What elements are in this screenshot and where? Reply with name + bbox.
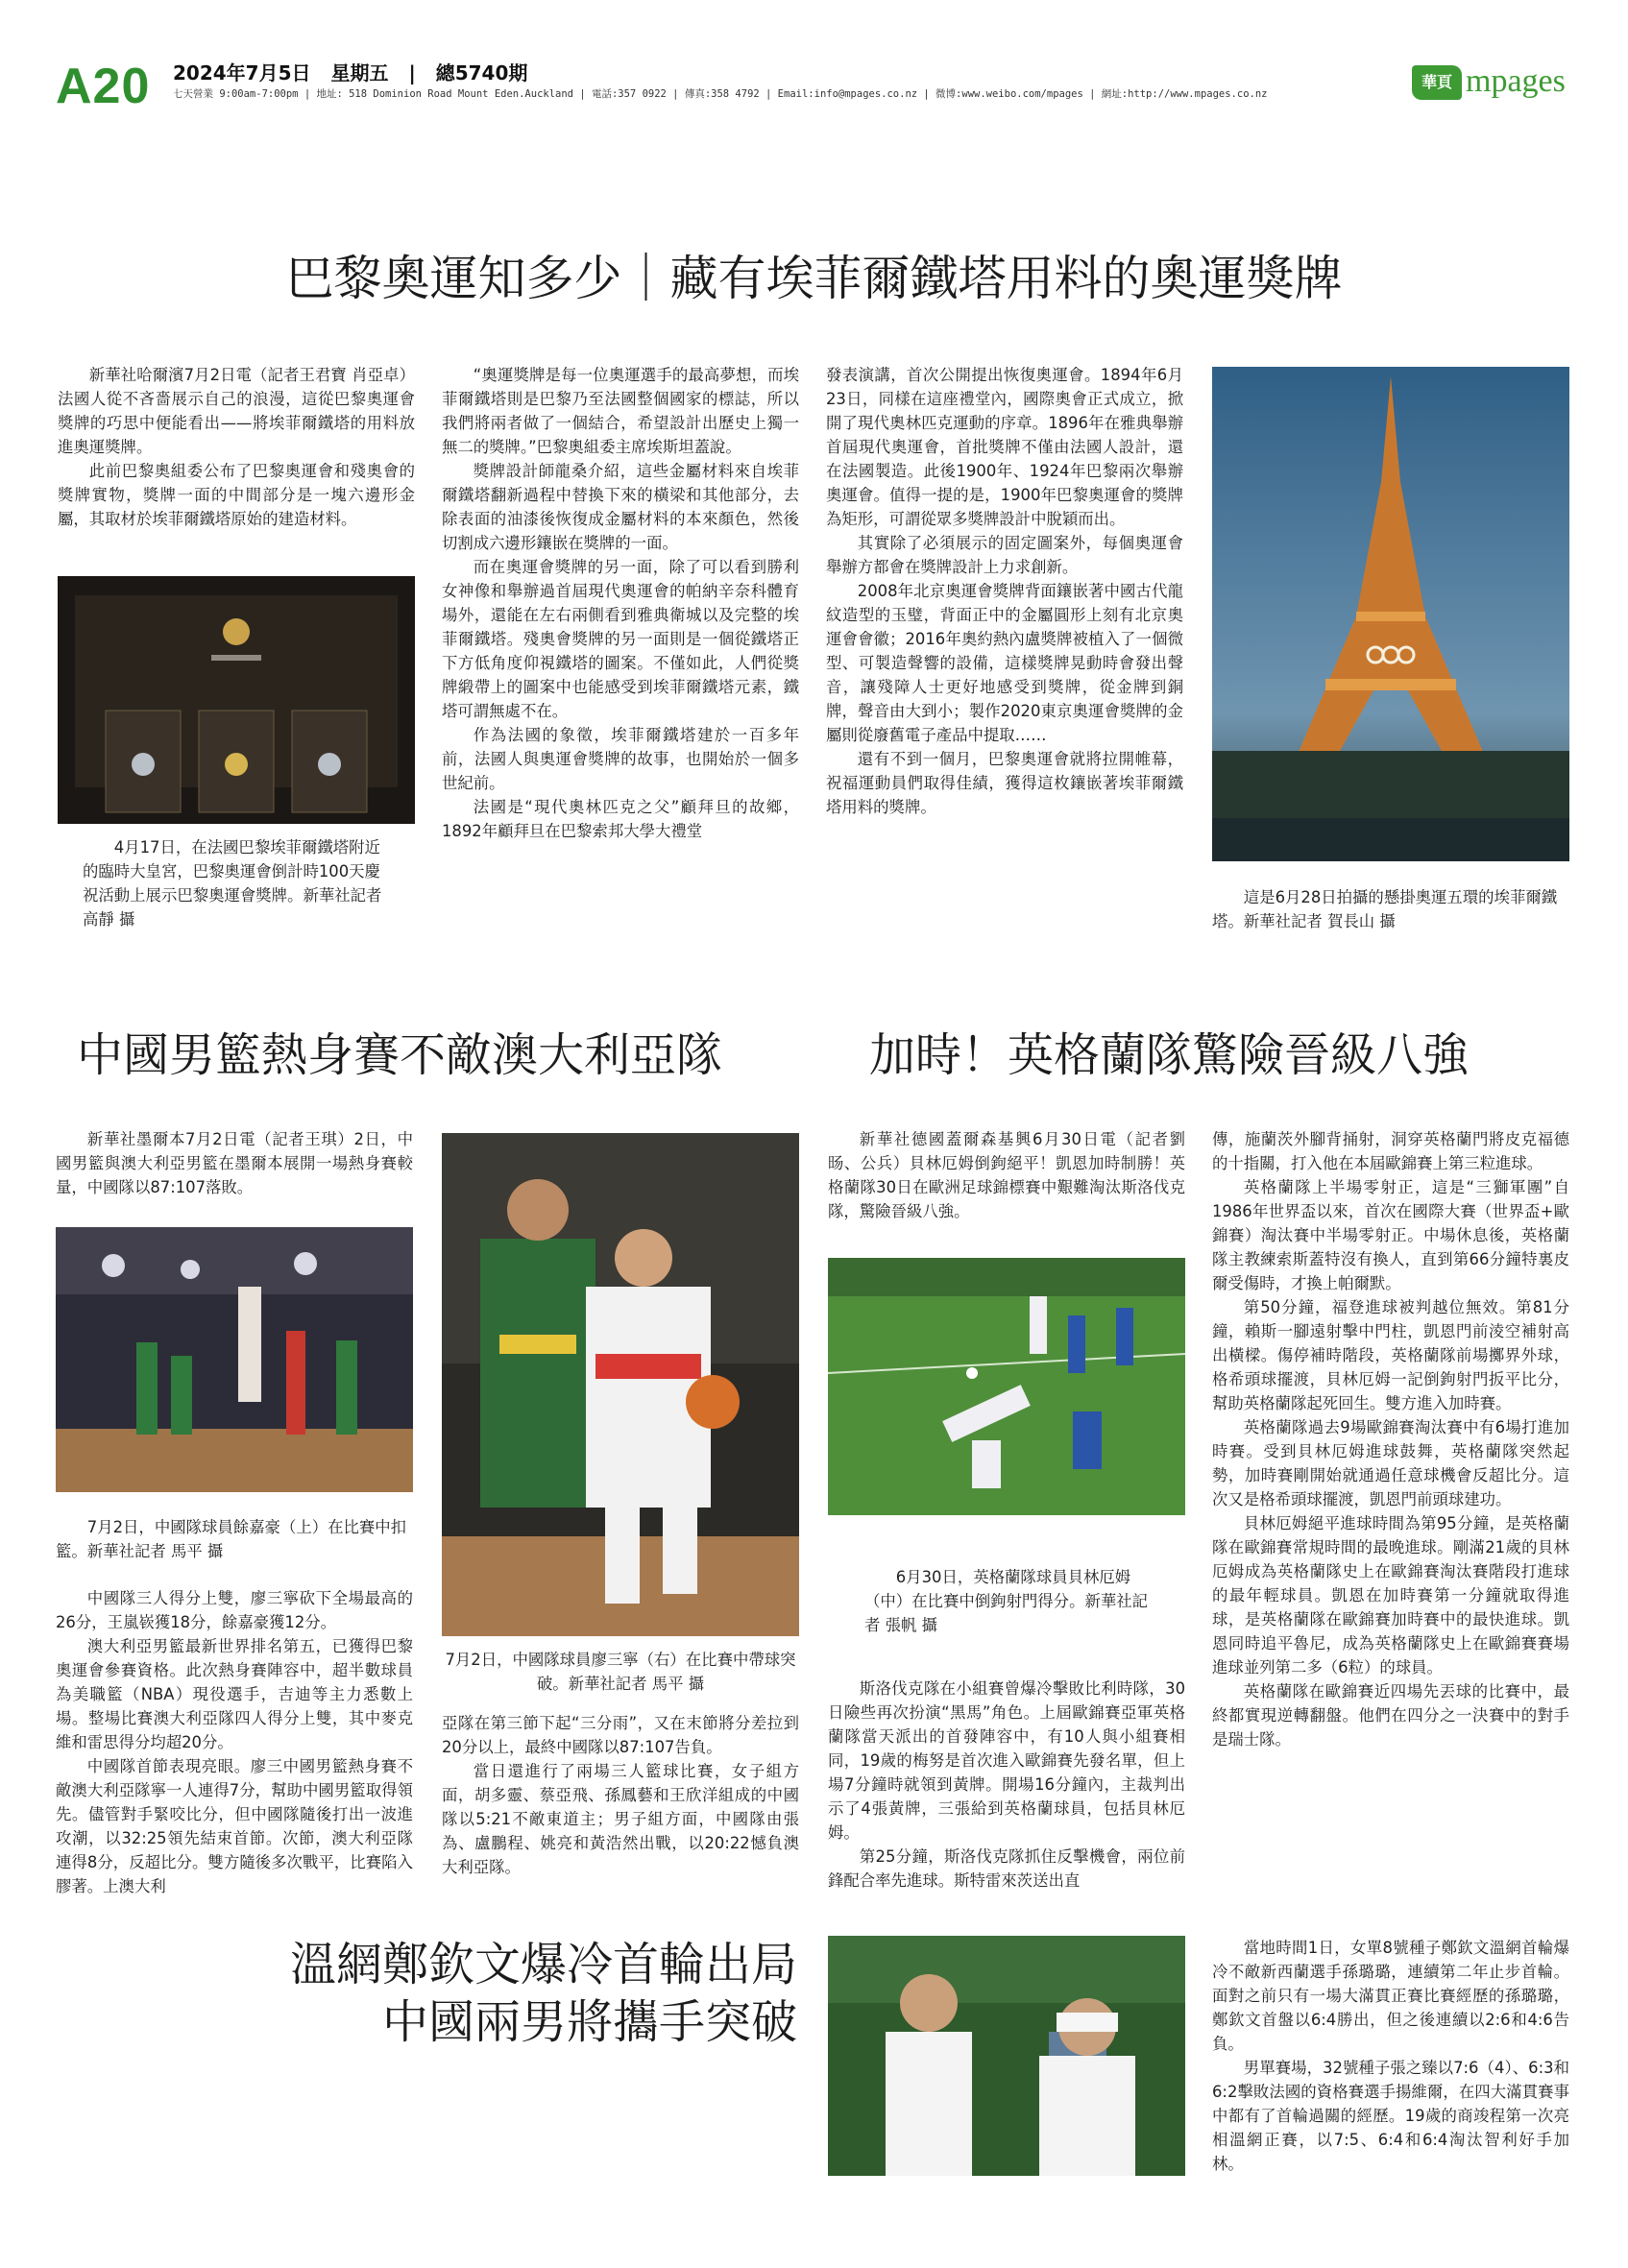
eiffel-photo-caption: 這是6月28日拍攝的懸掛奧運五環的埃菲爾鐵塔。新華社記者 賀長山 攝 xyxy=(1212,888,1558,930)
paragraph: 新華社墨爾本7月2日電（記者王琪）2日，中國男籃與澳大利亞男籃在墨爾本展開一場熱身賽較量，中國隊以87:107落敗。 xyxy=(56,1130,413,1196)
paragraph: 英格蘭隊在歐錦賽近四場先丟球的比賽中，最終都實現逆轉翻盤。他們在四分之一決賽中的對手是瑞士隊。 xyxy=(1212,1682,1569,1749)
article-football-col1 xyxy=(828,1677,1185,1893)
paragraph: 作為法國的象徵，埃菲爾鐵塔建於一百多年前，法國人與奧運會獎牌的故事，也開始於一個多世紀前。 xyxy=(442,726,799,792)
paragraph: 發表演講，首次公開提出恢復奧運會。1894年6月23日，同樣在這座禮堂內，國際奧會正式成立，掀開了現代奧林匹克運動的序章。1896年在雅典舉辦首屆現代奧運會，首批獎牌不僅由法國人設計，還在法國製造。此後1900年、1924年巴黎兩次舉辦奧運會。值得一提的是，1900年巴黎奧運會的獎牌為矩形，可謂從眾多獎牌設計中脫穎而出。 xyxy=(826,366,1183,528)
brand-mark: 華頁 xyxy=(1412,65,1462,100)
article-basketball-lead xyxy=(56,1127,413,1199)
masthead-contact-info: 七天營業 9:00am-7:00pm | 地址: 518 Dominion Road Mount Eden.Auckland | 電話:357 0922 | 傳真:358 4792 | Email:info@mpages.co.nz | 微博:www.weibo.com/mpages | 網址:http://www.mpages.co.nz xyxy=(173,88,1268,100)
paragraph: 男單賽場，32號種子張之臻以7:6（4）、6:3和6:2擊敗法國的資格賽選手揚維爾，在四大滿貫賽事中都有了首輪過關的經歷。19歲的商竣程第一次亮相溫網正賽，以7:5、6:4和6:4淘汰智利好手加林。 xyxy=(1212,2059,1569,2173)
masthead-separator: | xyxy=(408,61,416,84)
paragraph: “奧運獎牌是每一位奧運選手的最高夢想，而埃菲爾鐵塔則是巴黎乃至法國整個國家的標誌，所以我們將兩者做了一個結合，希望設計出歷史上獨一無二的獎牌。”巴黎奧組委主席埃斯坦蓋說。 xyxy=(442,366,799,456)
brand-name: mpages xyxy=(1466,63,1566,99)
issue-weekday: 星期五 xyxy=(330,61,389,84)
basketball-drive-photo xyxy=(442,1133,799,1636)
paragraph: 中國隊首節表現亮眼。廖三中國男籃熱身賽不敵澳大利亞隊寧一人連得7分，幫助中國男籃取得領先。儘管對手緊咬比分，但中國隊隨後打出一波進攻潮，以32:25領先結束首節。次節，澳大利亞隊連得8分，反超比分。雙方隨後多次戰平，比賽陷入膠著。上澳大利 xyxy=(56,1757,413,1895)
masthead-dateline xyxy=(173,58,541,85)
dunk-photo-caption: 7月2日，中國隊球員餘嘉豪（上）在比賽中扣籃。新華社記者 馬平 攝 xyxy=(56,1518,407,1560)
paragraph: 斯洛伐克隊在小組賽曾爆冷擊敗比利時隊，30日險些再次扮演“黑馬”角色。上屆歐錦賽亞軍英格蘭隊當天派出的首發陣容中，有10人與小組賽相同，19歲的梅努是首次進入歐錦賽先發名單，但上場7分鐘時就領到黃牌。開場16分鐘內，主裁判出示了4張黃牌，三張給到英格蘭球員，包括貝林厄姆。 xyxy=(828,1679,1185,1842)
paragraph: 第25分鐘，斯洛伐克隊抓住反擊機會，兩位前鋒配合率先進球。斯特雷來茨送出直 xyxy=(828,1847,1185,1890)
article-football-col2 xyxy=(1212,1127,1569,1751)
issue-number: 總5740期 xyxy=(435,61,528,84)
article-olympic-medal-col1 xyxy=(58,363,415,531)
paragraph: 英格蘭隊過去9場歐錦賽淘汰賽中有6場打進加時賽。受到貝林厄姆進球鼓舞，英格蘭隊突然起勢，加時賽剛開始就通過任意球機會反超比分。這次又是格希頭球擺渡，凱恩門前頭球建功。 xyxy=(1212,1418,1569,1508)
basketball-dunk-photo xyxy=(56,1227,413,1492)
article-olympic-medal-headline: 巴黎奧運知多少｜藏有埃菲爾鐵塔用料的奧運獎牌 xyxy=(285,251,1343,306)
article-basketball-col1 xyxy=(56,1586,413,1898)
football-bicycle-kick-photo xyxy=(828,1258,1185,1515)
article-basketball-headline: 中國男籃熱身賽不敵澳大利亞隊 xyxy=(77,1028,723,1082)
article-tennis-headline xyxy=(192,1936,797,2051)
article-olympic-medal-col3 xyxy=(826,363,1183,819)
drive-photo-caption: 7月2日，中國隊球員廖三寧（右）在比賽中帶球突破。新華社記者 馬平 攝 xyxy=(445,1651,796,1693)
tennis-players-photo xyxy=(828,1936,1185,2176)
headline-line: 溫網鄭欽文爆冷首輪出局 xyxy=(289,1938,797,1991)
paragraph: 此前巴黎奧組委公布了巴黎奧運會和殘奧會的獎牌實物，獎牌一面的中間部分是一塊六邊形金屬，其取材於埃菲爾鐵塔原始的建造材料。 xyxy=(58,462,415,528)
paragraph: 新華社德國蓋爾森基興6月30日電（記者劉旸、公兵）貝林厄姆倒鉤絕平！凱恩加時制勝！英格蘭隊30日在歐洲足球錦標賽中艱難淘汰斯洛伐克隊，驚險晉級八強。 xyxy=(828,1130,1185,1220)
issue-date: 2024年7月5日 xyxy=(173,61,311,84)
article-basketball-col2 xyxy=(442,1711,799,1879)
paragraph: 新華社哈爾濱7月2日電（記者王君寶 肖亞卓）法國人從不吝嗇展示自己的浪漫，這從巴黎奧運會獎牌的巧思中便能看出——將埃菲爾鐵塔的用料放進奧運獎牌。 xyxy=(58,366,415,456)
paragraph: 當地時間1日，女單8號種子鄭欽文溫網首輪爆冷不敵新西蘭選手孫璐璐，連續第二年止步首輪。面對之前只有一場大滿貫正賽比賽經歷的孫璐璐，鄭欽文首盤以6:4勝出，但之後連續以2:6和4:6告負。 xyxy=(1212,1939,1569,2053)
eiffel-tower-photo xyxy=(1212,367,1569,861)
paragraph: 而在奧運會獎牌的另一面，除了可以看到勝利女神像和舉辦過首屆現代奧運會的帕納辛奈科體育場外，還能在左右兩側看到雅典衛城以及完整的埃菲爾鐵塔。殘奧會獎牌的另一面則是一個從鐵塔正下方低角度仰視鐵塔的圖案。不僅如此，人們從獎牌緞帶上的圖案中也能感受到埃菲爾鐵塔元素，鐵塔可謂無處不在。 xyxy=(442,558,799,720)
article-football-headline: 加時！英格蘭隊驚險晉級八強 xyxy=(869,1028,1470,1082)
article-tennis-body xyxy=(1212,1936,1569,2176)
paragraph: 中國隊三人得分上雙，廖三寧砍下全場最高的26分，王嵐嵚獲18分，餘嘉豪獲12分。 xyxy=(56,1589,413,1631)
paragraph: 英格蘭隊上半場零射正，這是“三獅軍團”自1986年世界盃以來，首次在國際大賽（世界盃+歐錦賽）淘汰賽中半場零射正。中場休息後，英格蘭隊主教練索斯蓋特沒有換人，直到第66分鐘特裏皮爾受傷時，才換上帕爾默。 xyxy=(1212,1178,1569,1292)
paragraph: 其實除了必須展示的固定圖案外，每個奧運會舉辦方都會在獎牌設計上力求創新。 xyxy=(826,534,1183,576)
headline-line: 中國兩男將攜手突破 xyxy=(381,1995,797,2049)
paragraph: 當日還進行了兩場三人籃球比賽，女子組方面，胡多靈、蔡亞飛、孫鳳藝和王欣洋組成的中國隊以5:21不敵東道主；男子組方面，中國隊由張為、盧鵬程、姚亮和黃浩然出戰，以20:22憾負澳大利亞隊。 xyxy=(442,1762,799,1876)
football-photo-caption: 6月30日，英格蘭隊球員貝林厄姆（中）在比賽中倒鉤射門得分。新華社記者 張帆 攝 xyxy=(864,1568,1149,1634)
article-football-lead xyxy=(828,1127,1185,1223)
medal-display-photo xyxy=(58,576,415,824)
paragraph: 澳大利亞男籃最新世界排名第五，已獲得巴黎奧運會參賽資格。此次熱身賽陣容中，超半數球員為美職籃（NBA）現役選手，吉迪等主力悉數上場。整場比賽澳大利亞隊四人得分上雙，其中麥克維和雷思得分均超20分。 xyxy=(56,1637,413,1751)
article-olympic-medal-col2 xyxy=(442,363,799,843)
paragraph: 傳，施蘭茨外腳背捅射，洞穿英格蘭門將皮克福德的十指關，打入他在本屆歐錦賽上第三粒進球。 xyxy=(1212,1130,1569,1172)
paragraph: 還有不到一個月，巴黎奧運會就將拉開帷幕，祝福運動員們取得佳績，獲得這枚鑲嵌著埃菲爾鐵塔用料的獎牌。 xyxy=(826,750,1183,816)
brand-logo xyxy=(1412,61,1575,104)
paragraph: 第50分鐘，福登進球被判越位無效。第81分鐘，賴斯一腳遠射擊中門柱，凱恩門前淩空補射高出橫樑。傷停補時階段，英格蘭隊前場擲界外球，格希頭球擺渡，貝林厄姆一記倒鉤射門扳平比分，幫助英格蘭隊起死回生。雙方進入加時賽。 xyxy=(1212,1298,1569,1412)
paragraph: 獎牌設計師龍桑介紹，這些金屬材料來自埃菲爾鐵塔翻新過程中替換下來的橫梁和其他部分，去除表面的油漆後恢復成金屬材料的本來顏色，然後切割成六邊形鑲嵌在獎牌的一面。 xyxy=(442,462,799,552)
paragraph: 2008年北京奧運會獎牌背面鑲嵌著中國古代龍紋造型的玉璧，背面正中的金屬圓形上刻有北京奧運會會徽；2016年奧約熱內盧獎牌被植入了一個微型、可製造聲響的設備，這樣獎牌晃動時會發出聲音，讓殘障人士更好地感受到獎牌，從金牌到銅牌，聲音由大到小；製作2020東京奧運會獎牌的金屬則從廢舊電子產品中提取…… xyxy=(826,582,1183,744)
page-number: A20 xyxy=(56,59,151,114)
paragraph: 法國是“現代奧林匹克之父”顧拜旦的故鄉，1892年顧拜旦在巴黎索邦大學大禮堂 xyxy=(442,798,799,840)
paragraph: 亞隊在第三節下起“三分雨”，又在末節將分差拉到20分以上，最終中國隊以87:107告負。 xyxy=(442,1714,799,1756)
medal-photo-caption: 4月17日，在法國巴黎埃菲爾鐵塔附近的臨時大皇宮，巴黎奧運會倒計時100天慶祝活動上展示巴黎奧運會獎牌。新華社記者 高靜 攝 xyxy=(83,838,382,929)
paragraph: 貝林厄姆絕平進球時間為第95分鐘，是英格蘭隊在歐錦賽常規時間的最晚進球。剛滿21歲的貝林厄姆成為英格蘭隊史上在歐錦賽淘汰賽階段打進球的最年輕球員。凱恩在加時賽第一分鐘就取得進球，是英格蘭隊在歐錦賽加時賽中的最快進球。凱恩同時追平魯尼，成為英格蘭隊史上在歐錦賽賽場進球並列第二多（6粒）的球員。 xyxy=(1212,1514,1569,1677)
